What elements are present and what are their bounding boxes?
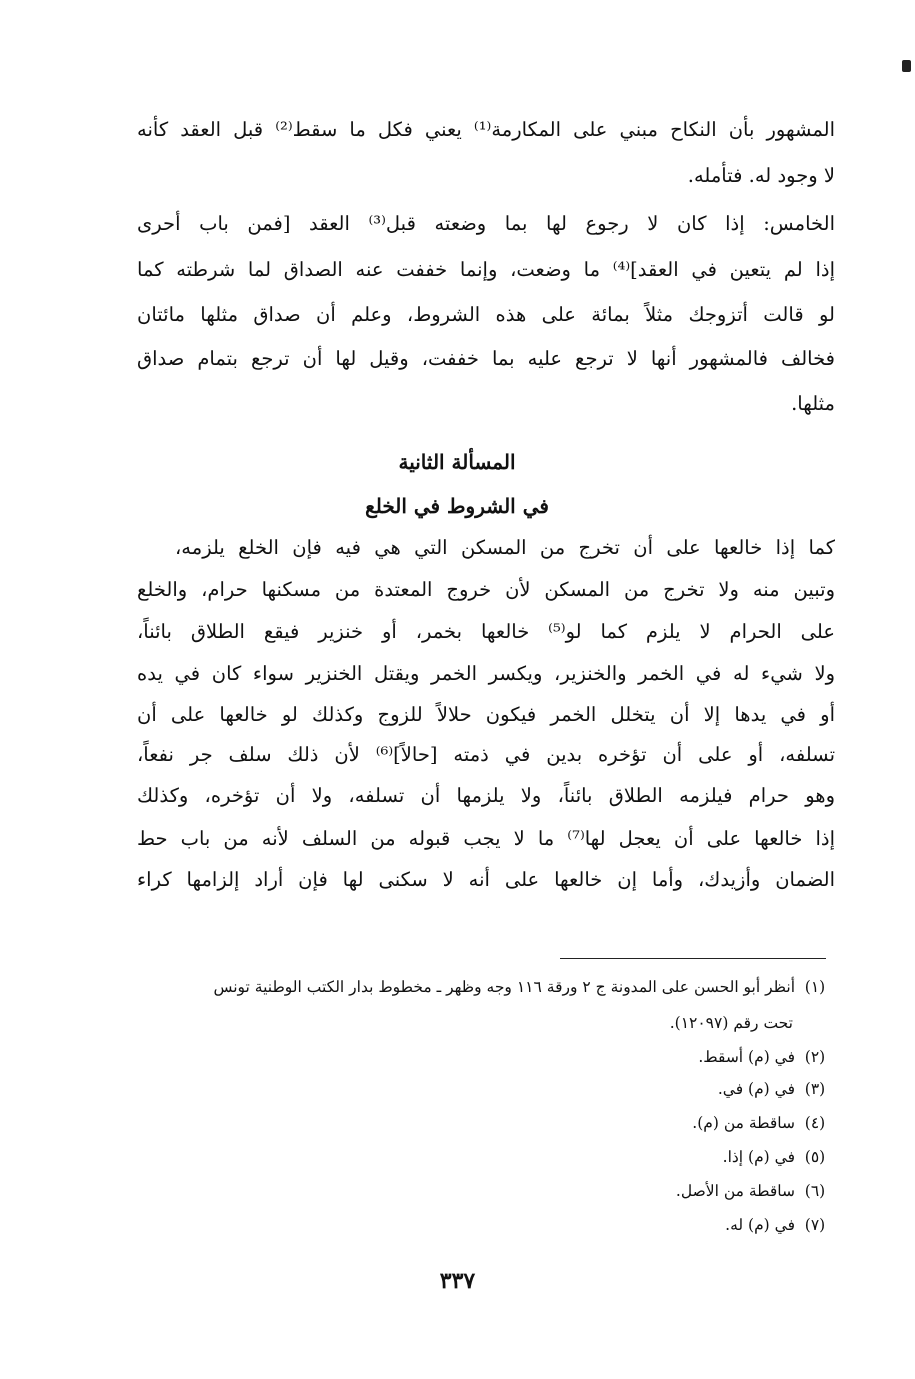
footnote-number: (٧) [804, 1216, 826, 1234]
footnote-text: في (م) له. [725, 1216, 795, 1234]
footnote [137, 1108, 835, 1139]
footnote-continuation [95, 1008, 835, 1039]
footnote-number: (٥) [804, 1148, 826, 1166]
footnote-number: (٢) [804, 1048, 826, 1066]
body-line: ولا شيء له في الخمر والخنزير، ويكسر الخمر ويقتل الخنزير سواء كان في يده [137, 662, 835, 685]
footnote [137, 1176, 835, 1207]
margin-mark [902, 60, 911, 72]
body-line: إذا لم يتعين في العقد]⁽⁴⁾ ما وضعت، وإنما خففت عنه الصداق لما شرطته كما [137, 258, 835, 281]
footnote [137, 1210, 835, 1241]
footnote-text: ساقطة من الأصل. [675, 1182, 795, 1200]
body-line: الخامس: إذا كان لا رجوع لها بما وضعته قبل⁽³⁾ العقد [فمن باب أحرى [137, 212, 835, 235]
body-line: مثلها. [791, 392, 835, 415]
footnote-text: في (م) أسقط. [698, 1048, 795, 1066]
footnote-text: في (م) في. [717, 1080, 795, 1098]
footnote [137, 1042, 835, 1073]
body-line: على الحرام لا يلزم كما لو⁽⁵⁾ خالعها بخمر، أو خنزير فيقع الطلاق بائناً، [137, 620, 835, 643]
body-line: إذا خالعها على أن يعجل لها⁽⁷⁾ ما لا يجب قبوله من السلف لأنه من باب حط [137, 827, 835, 850]
footnote-number: (٣) [804, 1080, 826, 1098]
page-number: ٣٣٧ [439, 1268, 476, 1294]
footnote-text: تحت رقم (١٢٠٩٧). [669, 1014, 793, 1032]
body-line: لا وجود له. فتأمله. [687, 164, 835, 187]
body-line: لو قالت أتزوجك مثلاً بمائة على هذه الشروط، وعلم أن صداق مثلها مائتان [137, 303, 835, 326]
footnote-number: (٦) [804, 1182, 826, 1200]
footnote [137, 972, 835, 1003]
footnote-text: أنظر أبو الحسن على المدونة ج ٢ ورقة ١١٦ وجه وظهر ـ مخطوط بدار الكتب الوطنية تونس [213, 978, 795, 996]
body-line: أو في يدها إلا أن يتخلل الخمر فيكون حلالاً للزوج وكذلك لو خالعها على أن [137, 703, 835, 726]
body-line: وتبين منه ولا تخرج من المسكن لأن خروج المعتدة من مسكنها حرام، والخلع [137, 578, 835, 601]
section-heading: المسألة الثانية [398, 450, 516, 474]
body-line: الضمان وأزيدك، وأما إن خالعها على أنه لا سكنى لها فإن أراد إلزامها كراء [137, 868, 835, 891]
body-line: فخالف فالمشهور أنها لا ترجع عليه بما خففت، وقيل لها أن ترجع بتمام صداق [137, 347, 835, 370]
section-subheading: في الشروط في الخلع [365, 494, 549, 518]
footnote-number: (١) [804, 978, 826, 996]
footnote [137, 1074, 835, 1105]
footnote-number: (٤) [804, 1114, 826, 1132]
body-line: وهو حرام فيلزمه الطلاق بائناً، ولا يلزمها أن تسلفه، ولا أن تؤخره، وكذلك [137, 784, 835, 807]
body-line: المشهور بأن النكاح مبني على المكارمة⁽¹⁾ يعني فكل ما سقط⁽²⁾ قبل العقد كأنه [137, 118, 835, 141]
footnote-text: ساقطة من (م). [692, 1114, 795, 1132]
footnote-separator [560, 958, 826, 959]
body-line: كما إذا خالعها على أن تخرج من المسكن التي هي فيه فإن الخلع يلزمه، [175, 536, 835, 559]
body-line: تسلفه، أو على أن تؤخره بدين في ذمته [حالاً]⁽⁶⁾ لأن ذلك سلف جر نفعاً، [137, 743, 835, 766]
footnote [137, 1142, 835, 1173]
footnote-text: في (م) إذا. [722, 1148, 795, 1166]
